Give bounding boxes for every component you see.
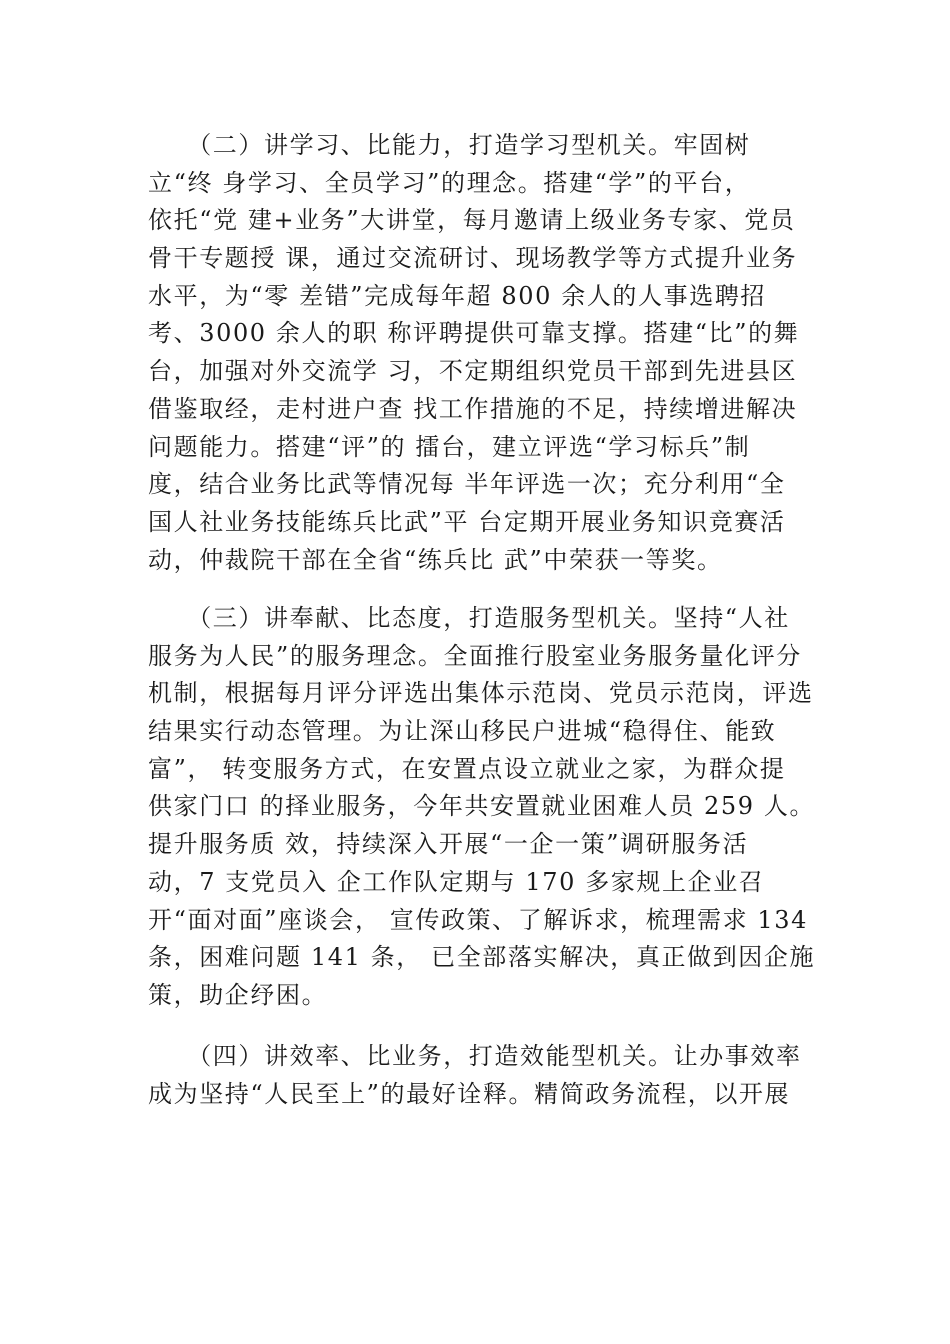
text-line: 条，困难问题 141 条， 已全部落实解决，真正做到因企施 xyxy=(148,943,816,972)
text-line: 动，7 支党员入 企工作队定期与 170 多家规上企业召 xyxy=(148,867,765,896)
text-line: 立“终 身学习、全员学习”的理念。搭建“学”的平台， xyxy=(148,168,751,197)
text-line: 成为坚持“人民至上”的最好诠释。精简政务流程，以开展 xyxy=(148,1079,791,1108)
text-line: 富”， 转变服务方式，在安置点设立就业之家，为群众提 xyxy=(148,754,786,783)
paragraph-section-4 xyxy=(148,1038,818,1113)
text-line: 借鉴取经，走村进户查 找工作措施的不足，持续增进解决 xyxy=(148,394,798,423)
text-line: （四）讲效率、比业务，打造效能型机关。让办事效率 xyxy=(148,1042,802,1070)
paragraph-section-3 xyxy=(148,600,818,1015)
text-line: 依托“党 建+业务”大讲堂，每月邀请上级业务专家、党员 xyxy=(148,206,796,235)
text-line: 台，加强对外交流学 习，不定期组织党员干部到先进县区 xyxy=(148,357,798,386)
paragraph-section-2 xyxy=(148,127,818,579)
text-line: 开“面对面”座谈会， 宣传政策、了解诉求，梳理需求 134 xyxy=(148,905,809,934)
text-line: 供家门口 的择业服务，今年共安置就业困难人员 259 人。 xyxy=(148,792,816,821)
text-line: 度，结合业务比武等情况每 半年评选一次；充分利用“全 xyxy=(148,470,786,499)
text-line: 服务为人民”的服务理念。全面推行股室业务服务量化评分 xyxy=(148,641,802,670)
text-line: 机制，根据每月评分评选出集体示范岗、党员示范岗，评选 xyxy=(148,679,814,708)
text-line: （三）讲奉献、比态度，打造服务型机关。坚持“人社 xyxy=(148,604,790,632)
text-line: （二）讲学习、比能力，打造学习型机关。牢固树 xyxy=(148,131,751,159)
text-line: 考、3000 余人的职 称评聘提供可靠支撑。搭建“比”的舞 xyxy=(148,319,800,348)
text-line: 结果实行动态管理。为让深山移民户进城“稳得住、能致 xyxy=(148,717,777,746)
text-line: 国人社业务技能练兵比武”平 台定期开展业务知识竞赛活 xyxy=(148,507,786,536)
text-line: 骨干专题授 课，通过交流研讨、现场教学等方式提升业务 xyxy=(148,244,798,273)
text-line: 水平，为“零 差错”完成每年超 800 余人的人事选聘招 xyxy=(148,281,767,310)
text-line: 问题能力。搭建“评”的 擂台，建立评选“学习标兵”制 xyxy=(148,432,751,461)
text-line: 动，仲裁院干部在全省“练兵比 武”中荣获一等奖。 xyxy=(148,545,723,574)
text-line: 策，助企纾困。 xyxy=(148,980,328,1009)
text-line: 提升服务质 效，持续深入开展“一企一策”调研服务活 xyxy=(148,830,749,859)
